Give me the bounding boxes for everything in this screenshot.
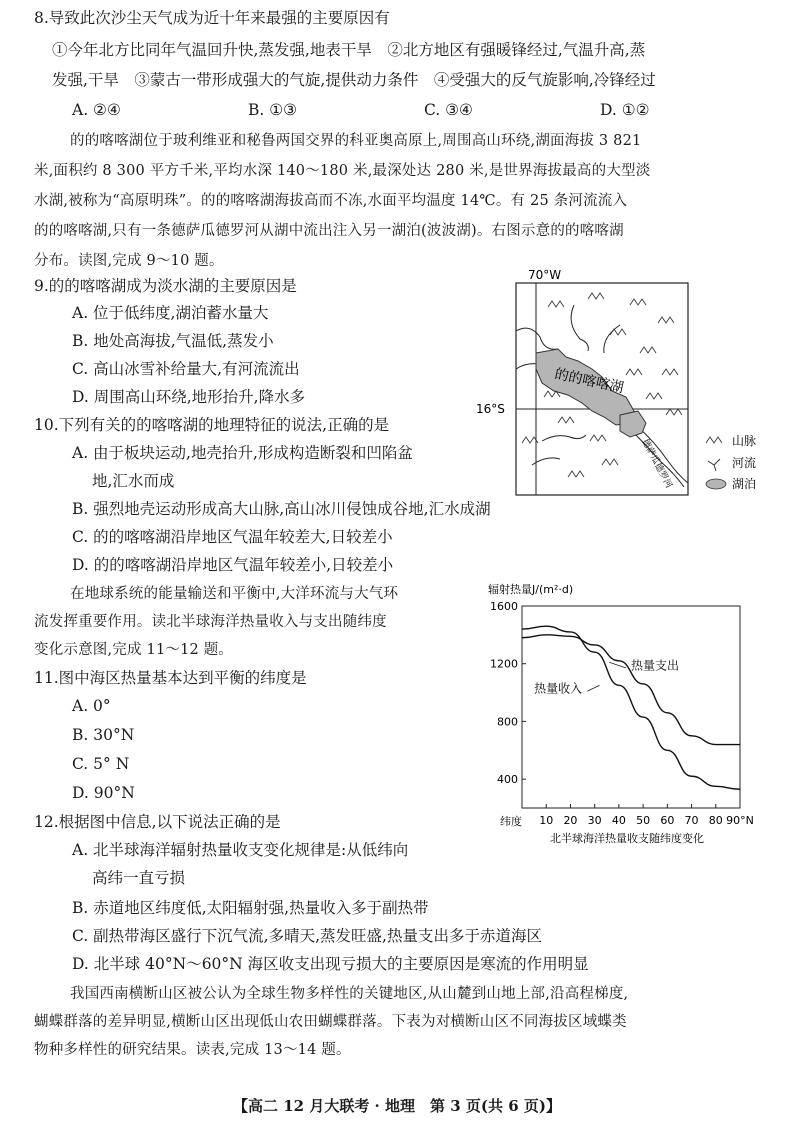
x-tick-label: 10 — [539, 814, 554, 827]
passage2-line: 变化示意图,完成 11～12 题。 — [34, 642, 234, 658]
q11-option-b: B. 30°N — [72, 726, 135, 744]
q12-option-d: D. 北半球 40°N～60°N 海区收支出现亏损大的主要原因是寒流的作用明显 — [72, 955, 589, 973]
x-tick-label: 60 — [660, 814, 675, 827]
chart-title: 北半球海洋热量收支随纬度变化 — [550, 832, 704, 845]
mountain-icon — [658, 317, 674, 323]
legend-river-label: 河流 — [732, 456, 757, 470]
q12-option-b: B. 赤道地区纬度低,太阳辐射强,热量收入多于副热带 — [72, 899, 429, 917]
legend-river-icon — [708, 459, 720, 471]
river-label: 德萨瓜德罗河 — [639, 437, 674, 491]
mountain-icon — [640, 347, 656, 353]
x-tick-label: 90°N — [726, 814, 754, 827]
mountain-icon — [626, 369, 642, 375]
x-tick-label: 40 — [611, 814, 626, 827]
series-label-expense: 热量支出 — [631, 658, 680, 673]
plot-frame — [522, 606, 740, 808]
x-tick-label: 50 — [636, 814, 651, 827]
y-tick-label: 800 — [497, 715, 518, 729]
q8-stem: 8.导致此次沙尘天气成为近十年来最强的主要原因有 — [34, 9, 390, 27]
mountain-icon — [590, 435, 606, 441]
q9-stem: 9.的的喀喀湖成为淡水湖的主要原因是 — [34, 277, 297, 295]
mountain-icon — [666, 409, 682, 415]
passage3-line: 物种多样性的研究结果。读表,完成 13～14 题。 — [34, 1042, 351, 1058]
chart-ylabel: 辐射热量J/(m²·d) — [488, 583, 574, 596]
river — [542, 435, 586, 441]
x-tick-label: 20 — [563, 814, 578, 827]
page-footer: 【高二 12 月大联考 · 地理 第 3 页(共 6 页)】 — [233, 1097, 561, 1115]
series-label-income: 热量收入 — [534, 681, 583, 696]
mountain-icon — [602, 459, 618, 465]
series-label-leader — [609, 662, 626, 668]
q10-option-c: C. 的的喀喀湖沿岸地区气温年较差大,日较差小 — [72, 528, 393, 546]
chart-xlabel: 纬度 — [500, 815, 522, 828]
y-tick-label: 1600 — [490, 600, 518, 613]
q12-stem: 12.根据图中信息,以下说法正确的是 — [34, 813, 281, 831]
x-tick-label: 80 — [708, 814, 723, 827]
q8-option-d: D. ①② — [600, 101, 650, 119]
passage3-line: 我国西南横断山区被公认为全球生物多样性的关键地区,从山麓到山地上部,沿高程梯度, — [70, 986, 629, 1002]
river — [516, 328, 558, 349]
legend-mountain-icon — [706, 437, 722, 443]
passage1-line: 分布。读图,完成 9～10 题。 — [34, 253, 224, 269]
lake-titicaca-south — [620, 411, 646, 437]
q10-option-b: B. 强烈地壳运动形成高大山脉,高山冰川侵蚀成谷地,汇水成湖 — [72, 500, 491, 518]
q11-option-a: A. 0° — [72, 697, 111, 715]
q12-option-a: A. 北半球海洋辐射热量收支变化规律是:从低纬向 — [72, 841, 409, 859]
mountain-icon — [662, 369, 678, 375]
q8-option-c: C. ③④ — [424, 101, 473, 119]
heat-budget-chart — [488, 580, 780, 850]
q9-option-a: A. 位于低纬度,湖泊蓄水量大 — [72, 304, 269, 322]
q8-line2: 发强,干旱 ③蒙古一带形成强大的气旋,提供动力条件 ④受强大的反气旋影响,冷锋经过 — [52, 71, 656, 89]
x-tick-label: 30 — [587, 814, 602, 827]
y-tick-label: 1200 — [490, 657, 518, 671]
river — [604, 325, 620, 353]
q11-option-c: C. 5° N — [72, 755, 130, 773]
mountain-icon — [630, 299, 646, 305]
q9-option-c: C. 高山冰雪补给量大,有河流流出 — [72, 360, 300, 378]
q8-option-a: A. ②④ — [72, 101, 121, 119]
q12-option-c: C. 副热带海区盛行下沉气流,多晴天,蒸发旺盛,热量支出多于赤道海区 — [72, 927, 542, 945]
mountain-icon — [610, 329, 626, 335]
q12-option-a-cont: 高纬一直亏损 — [92, 869, 186, 887]
mountain-icon — [548, 301, 564, 307]
passage1-line: 的的喀喀湖位于玻利维亚和秘鲁两国交界的科亚奥高原上,周围高山环绕,湖面海拔 3 821 — [70, 133, 642, 149]
q8-option-b: B. ①③ — [248, 101, 298, 119]
mountain-icon — [568, 471, 584, 477]
passage1-line: 米,面积约 8 300 平方千米,平均水深 140～180 米,最深处达 280 米,是世界海拔最高的大型淡 — [34, 163, 651, 179]
x-tick-label: 70 — [684, 814, 699, 827]
mountain-icon — [646, 393, 662, 399]
y-tick-label: 400 — [497, 773, 518, 787]
latitude-label: 16°S — [476, 402, 505, 416]
q11-stem: 11.图中海区热量基本达到平衡的纬度是 — [34, 669, 307, 687]
q8-line1: ①今年北方比同年气温回升快,蒸发强,地表干旱 ②北方地区有强暖锋经过,气温升高,蒸 — [52, 41, 646, 59]
q10-option-a: A. 由于板块运动,地壳抬升,形成构造断裂和凹陷盆 — [72, 444, 413, 462]
q10-option-d: D. 的的喀喀湖沿岸地区气温年较差小,日较差小 — [72, 556, 394, 574]
passage1-line: 的的喀喀湖,只有一条德萨瓜德罗河从湖中流出注入另一湖泊(波波湖)。右图示意的的喀喀湖 — [34, 223, 624, 239]
q9-option-d: D. 周围高山环绕,地形抬升,降水多 — [72, 388, 306, 406]
legend-mountain-label: 山脉 — [732, 434, 757, 448]
lake-label: 的的喀喀湖 — [553, 366, 625, 397]
mountain-icon — [588, 293, 604, 299]
mountain-icon — [558, 417, 574, 423]
q10-option-a-cont: 地,汇水而成 — [92, 472, 175, 490]
river — [571, 305, 588, 351]
q11-option-d: D. 90°N — [72, 784, 135, 802]
passage3-line: 蝴蝶群落的差异明显,横断山区出现低山农田蝴蝶群落。下表为对横断山区不同海拔区域蝶类 — [34, 1014, 627, 1030]
passage1-line: 水湖,被称为“高原明珠”。的的喀喀湖海拔高而不冻,水面平均温度 14℃。有 25 条河流流入 — [34, 193, 628, 209]
legend-lake-icon — [706, 479, 726, 489]
q10-stem: 10.下列有关的的喀喀湖的地理特征的说法,正确的是 — [34, 416, 390, 434]
lake-titicaca-map — [470, 265, 780, 500]
series-line-income — [522, 626, 740, 789]
longitude-label: 70°W — [528, 268, 562, 282]
series-label-leader — [587, 685, 599, 691]
legend-lake-label: 湖泊 — [732, 477, 757, 491]
passage2-line: 在地球系统的能量输送和平衡中,大洋环流与大气环 — [70, 586, 399, 602]
passage2-line: 流发挥重要作用。读北半球海洋热量收入与支出随纬度 — [34, 614, 387, 630]
q9-option-b: B. 地处高海拔,气温低,蒸发小 — [72, 332, 274, 350]
